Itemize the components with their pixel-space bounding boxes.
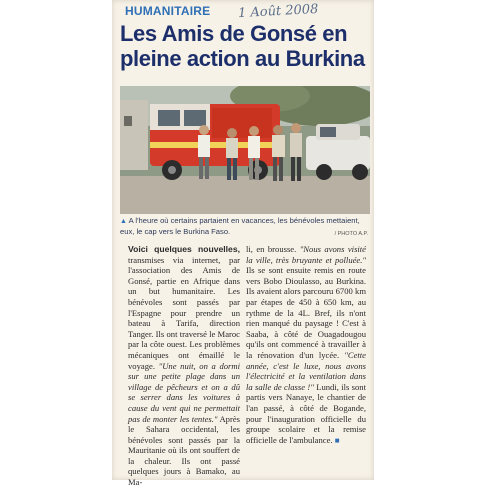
article-body — [120, 244, 370, 488]
article-column-1 — [120, 244, 240, 488]
column-2-text-c: Lundi, ils sont partis vers Nanaye, le chantier de l'an passé, à côté de Bogande, pour l'inauguration officielle du groupe scolaire et la remise officielle de l'ambulance. — [246, 381, 366, 445]
column-1-paragraph — [120, 244, 240, 488]
photo-credit: / PHOTO A.P. — [334, 231, 368, 237]
end-mark-icon: ■ — [334, 435, 340, 445]
column-2-quote-1: "Nous avons visité la ville, très bruyante et polluée." — [246, 244, 367, 265]
handwritten-date: 1 Août 2008 — [237, 1, 319, 22]
headline — [120, 21, 370, 71]
section-kicker: HUMANITAIRE — [125, 4, 211, 18]
headline-line-2: pleine action au Burkina — [120, 46, 365, 71]
headline-line-1: Les Amis de Gonsé en — [120, 21, 348, 46]
column-1-text-b: Après le Sahara occidental, les bénévoles sont passés par la Mauritanie où ils ont souffert de la chaleur. Ils ont passé quelques jours à Bamako, au Ma- — [128, 413, 241, 488]
column-1-quote: "Une nuit, on a dormi sur une petite plage dans un village de pêcheurs et on a dû se serrer dans les voitures à cause du vent qui ne permettait pas de monter les tentes." — [128, 360, 240, 424]
column-2-text-a: li, en brousse. — [246, 244, 300, 254]
article-photo — [120, 86, 370, 214]
column-2-text-b: Ils se sont ensuite remis en route vers Bobo Dioulasso, au Burkina. Ils avaient alors parcouru 6700 km par étapes de 450 à 650 km, au rythme de la 4L. Bref, ils n'ont rien manqué du paysage ! C'est à Saaba, à côté de Ouagadougou qu'ils ont commencé à travailler à la rénovation d'un lycée. — [246, 265, 366, 360]
photo-illustration — [120, 86, 370, 214]
caption-text: A l'heure où certains partaient en vacances, les bénévoles mettaient, eux, le cap vers le Burkina Faso. — [120, 216, 360, 236]
article-column-2 — [246, 244, 366, 446]
lead-in: Voici quelques nouvelles, — [128, 244, 240, 254]
column-2-paragraph — [246, 244, 366, 446]
column-2-quote-2: "Cette année, c'est le luxe, nous avons l'électricité et la ventilation dans la salle de classe !" — [246, 349, 366, 392]
column-1-text-a: transmises via internet, par l'association des Amis de Gonsé, partie en Afrique dans un but humanitaire. Les bénévoles sont passés par l'Espagne pour prendre un bateau à Tarifa, direction Tanger. Ils ont traversé le Maroc par la côte ouest. Les problèmes mécaniques ont émaillé le voyage. — [128, 254, 240, 371]
caption-triangle-icon: ▲ — [120, 218, 127, 225]
photo-caption — [120, 216, 368, 239]
